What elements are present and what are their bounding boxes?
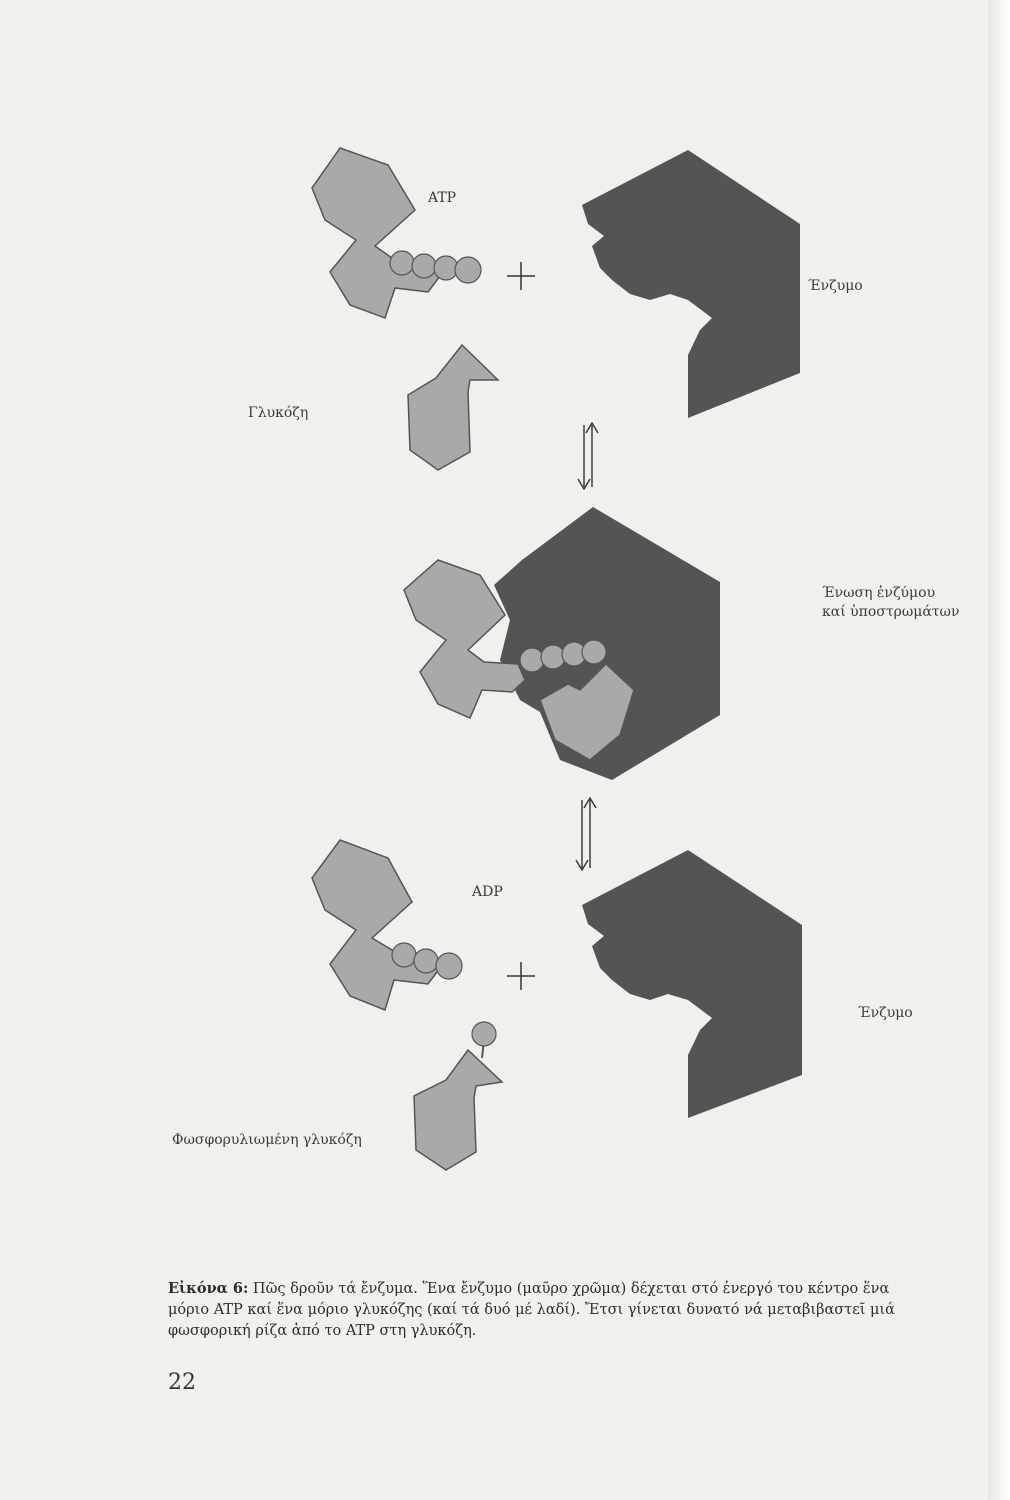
adp-molecule	[312, 840, 462, 1010]
adp-phosphate-1	[392, 943, 416, 967]
adp-phosphate-2	[414, 949, 438, 973]
label-adp: ADP	[472, 884, 503, 900]
caption-line-2: μόριο ATP καί ἕνα μόριο γλυκόζης (καί τά δυό μέ λαδί). Ἔτσι γίνεται δυνατό νά μεταβιβαστεῖ μιά	[168, 1302, 895, 1318]
caption-line-3: φωσφορική ρίζα ἀπό το ATP στη γλυκόζη.	[168, 1323, 477, 1339]
label-complex-line2: καί ὑποστρωμάτων	[822, 604, 960, 620]
atp-phosphate-2	[412, 254, 436, 278]
caption-line-1	[168, 1278, 948, 1300]
label-phosphorylated-glucose: Φωσφορυλιωμένη γλυκόζη	[172, 1132, 362, 1148]
label-glucose: Γλυκόζη	[248, 405, 309, 421]
atp-bound-phosphate-2	[541, 645, 565, 669]
page-number: 22	[168, 1370, 196, 1395]
atp-bound-phosphate-4	[582, 640, 606, 664]
atp-body	[312, 148, 440, 318]
adp-phosphate-3	[436, 953, 462, 979]
atp-molecule	[312, 148, 481, 318]
glucose-phosphate-group	[472, 1022, 496, 1046]
caption-line-1-text: Πῶς δροῦν τά ἔνζυμα. Ἕνα ἔνζυμο (μαῦρο χρῶμα) δέχεται στό ἐνεργό του κέντρο ἕνα	[248, 1281, 890, 1297]
atp-bound-phosphate-1	[520, 648, 544, 672]
glucose-molecule	[408, 345, 498, 470]
atp-phosphate-3	[434, 256, 458, 280]
adp-body	[312, 840, 440, 1010]
label-complex-line1: Ένωση ἐνζύμου	[822, 585, 936, 601]
enzyme-free-top	[582, 150, 800, 418]
enzyme-free-bottom	[582, 850, 802, 1118]
figure-caption	[168, 1278, 948, 1342]
plus-sign-bottom	[507, 962, 535, 990]
page-edge-shadow	[988, 0, 1010, 1500]
equilibrium-arrows-2	[576, 798, 596, 870]
equilibrium-arrows-1	[578, 423, 598, 489]
label-enzyme-top: Ένζυμο	[808, 278, 863, 294]
label-enzyme-bottom: Ένζυμο	[858, 1005, 913, 1021]
atp-phosphate-4	[455, 257, 481, 283]
phosphorylated-glucose-molecule	[414, 1022, 502, 1170]
atp-phosphate-1	[390, 251, 414, 275]
plus-sign-top	[507, 262, 535, 290]
caption-figure-label: Εἰκόνα 6:	[168, 1280, 249, 1297]
label-atp: ATP	[428, 190, 457, 206]
phosphorylated-glucose-body	[414, 1050, 502, 1170]
